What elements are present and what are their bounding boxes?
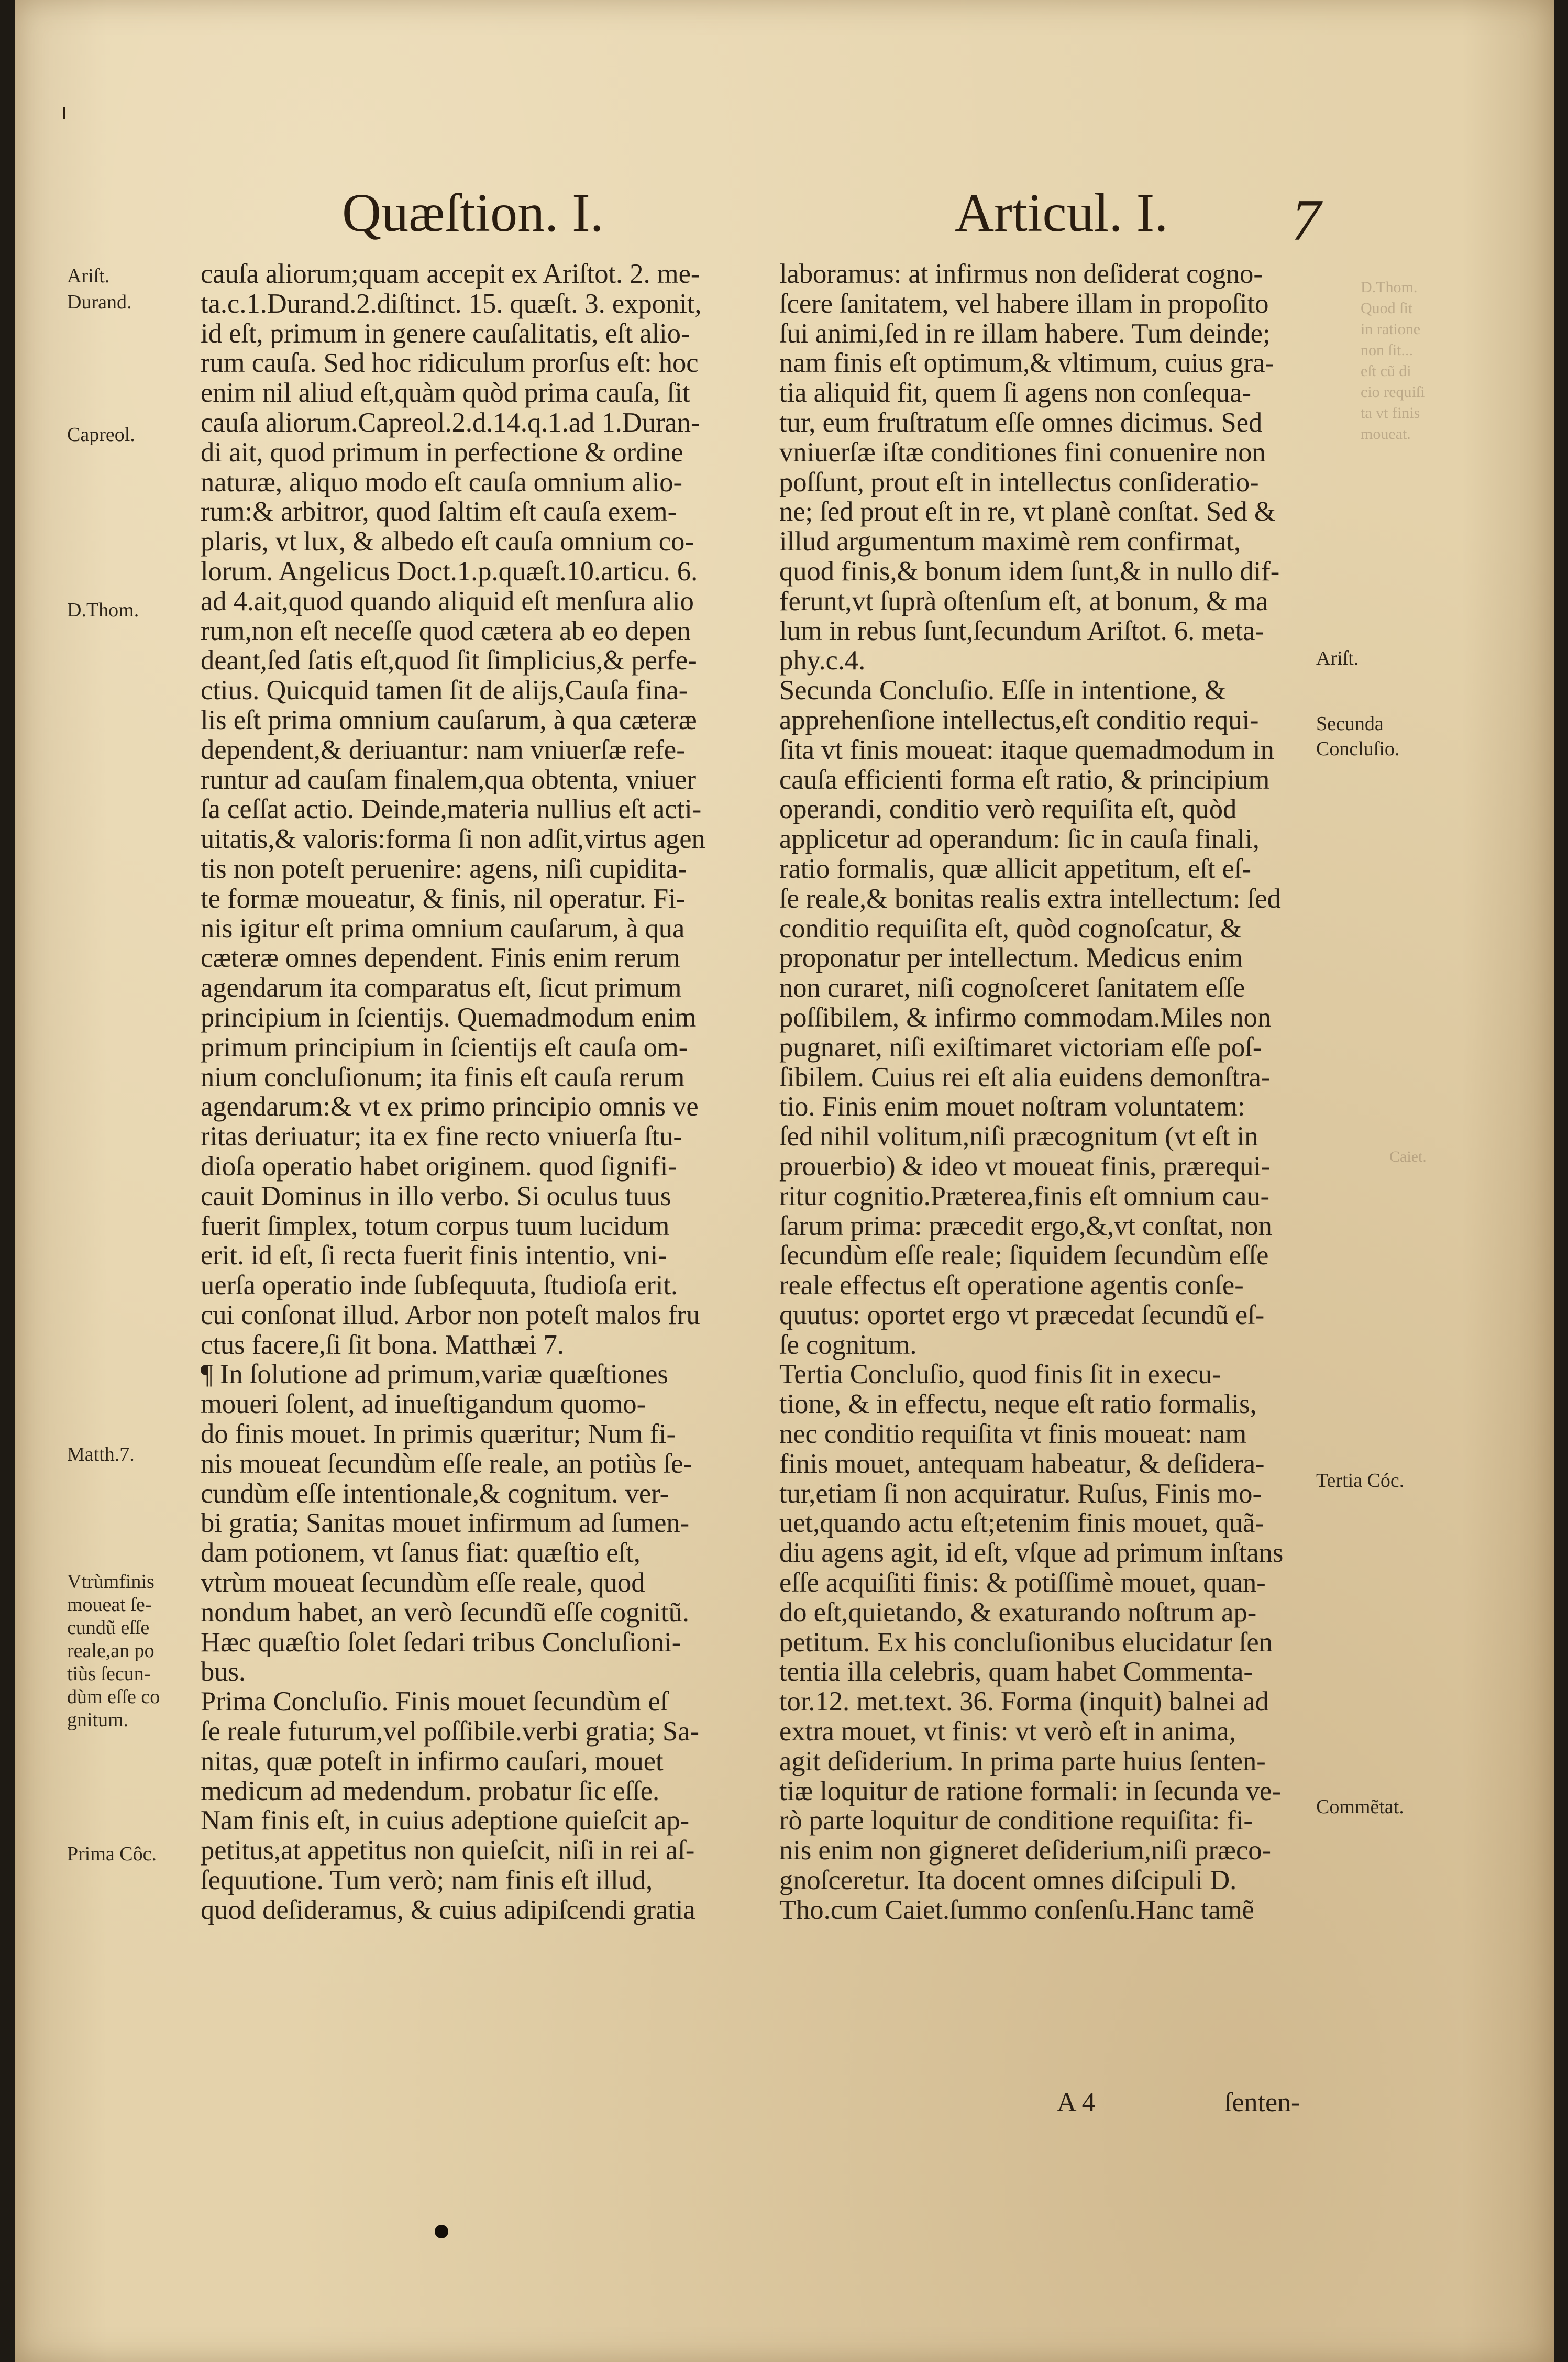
text-line: ne; ſed prout eſt in re, vt planè conſtat. Sed & bbox=[779, 497, 1276, 527]
text-line: cauſa aliorum.Capreol.2.d.14.q.1.ad 1.Duran- bbox=[201, 407, 700, 438]
text-line: ctius. Quicquid tamen ſit de alijs,Cauſa fina- bbox=[201, 676, 688, 705]
text-line: ſe cognitum. bbox=[779, 1330, 917, 1360]
text-line: reale effectus eſt operatione agentis conſe- bbox=[779, 1271, 1244, 1300]
margin-note-arist: Ariſt. bbox=[67, 265, 110, 287]
text-line: ſecundùm eſſe reale; ſiquidem ſecundùm eſſe bbox=[779, 1241, 1269, 1271]
running-head-right: Articul. I. bbox=[955, 183, 1168, 243]
show-through-line: D.Thom. bbox=[1361, 279, 1418, 296]
text-line: laboramus: at infirmus non deſiderat cogno- bbox=[779, 259, 1263, 289]
text-line: dioſa operatio habet originem. quod ſignifi- bbox=[201, 1151, 677, 1182]
margin-note-tertia: Tertia Cóc. bbox=[1316, 1470, 1405, 1492]
text-line: Hæc quæſtio ſolet ſedari tribus Concluſioni- bbox=[201, 1627, 681, 1658]
text-line: ad 4.ait,quod quando aliquid eſt menſura alio bbox=[201, 586, 694, 616]
text-line: nec conditio requiſita vt finis moueat: nam bbox=[779, 1419, 1247, 1449]
text-line: ſarum prima: præcedit ergo,&,vt conſtat, non bbox=[779, 1211, 1272, 1241]
text-line: ſcere ſanitatem, vel habere illam in propoſito bbox=[779, 289, 1269, 319]
margin-note-vtrumfinis-2: moueat ſe- bbox=[67, 1594, 152, 1616]
text-line: fuerit ſimplex, totum corpus tuum lucidum bbox=[201, 1211, 670, 1241]
margin-note-dthom: D.Thom. bbox=[67, 599, 139, 621]
text-line: nitas, quæ poteſt in infirmo cauſari, mouet bbox=[201, 1746, 664, 1776]
text-line: tiæ loquitur de ratione formali: in ſecunda ve- bbox=[779, 1776, 1281, 1806]
margin-note-vtrumfinis-3: cundũ eſſe bbox=[67, 1617, 150, 1639]
text-line: nis moueat ſecundùm eſſe reale, an potiùs ſe- bbox=[201, 1449, 692, 1479]
text-line: eſſe acquiſiti finis: & potiſſimè mouet, quan- bbox=[779, 1568, 1266, 1598]
text-line: illud argumentum maximè rem confirmat, bbox=[779, 527, 1241, 557]
text-line: te formæ moueatur, & finis, nil operatur. Fi- bbox=[201, 884, 686, 914]
text-line: primum principium in ſcientijs eſt cauſa om- bbox=[201, 1032, 688, 1063]
text-line: nam finis eſt optimum,& vltimum, cuius gra- bbox=[779, 348, 1274, 379]
text-line: rum,non eſt neceſſe quod cætera ab eo depen bbox=[201, 616, 691, 646]
text-line: vniuerſæ iſtæ conditiones fini conuenire non bbox=[779, 437, 1266, 468]
text-line: ſibilem. Cuius rei eſt alia euidens demonſtra- bbox=[779, 1062, 1271, 1092]
show-through-line: eſt cũ di bbox=[1361, 362, 1411, 380]
text-line: diu agens agit, id eſt, vſque ad primum inſtans bbox=[779, 1538, 1284, 1569]
text-line: deant,ſed ſatis eſt,quod ſit ſimplicius,& perfe- bbox=[201, 646, 697, 676]
text-line: id eſt, primum in genere cauſalitatis, eſt alio- bbox=[201, 318, 690, 349]
text-line: petitum. Ex his concluſionibus elucidatur ſen bbox=[779, 1627, 1273, 1658]
margin-note-vtrumfinis-4: reale,an po bbox=[67, 1640, 154, 1662]
text-line: tur,etiam ſi non acquiratur. Ruſus, Finis mo- bbox=[779, 1478, 1262, 1509]
text-line: lorum. Angelicus Doct.1.p.quæſt.10.articu. 6. bbox=[201, 556, 698, 587]
text-line: quod deſideramus, & cuius adipiſcendi gratia bbox=[201, 1895, 695, 1925]
text-line: ferunt,vt ſuprà oſtenſum eſt, at bonum, & ma bbox=[779, 586, 1268, 616]
text-line: rum:& arbitror, quod ſaltim eſt cauſa exem- bbox=[201, 497, 677, 527]
text-line: ſita vt finis moueat: itaque quemadmodum in bbox=[779, 735, 1274, 765]
text-line: quutus: oportet ergo vt præcedat ſecundũ eſ- bbox=[779, 1300, 1265, 1330]
text-line: operandi, conditio verò requiſita eſt, quòd bbox=[779, 794, 1237, 825]
text-line: ſa ceſſat actio. Deinde,materia nullius eſt acti- bbox=[201, 794, 702, 825]
text-line: tentia illa celebris, quam habet Commenta- bbox=[779, 1657, 1253, 1687]
margin-note-arist-right: Ariſt. bbox=[1316, 647, 1359, 669]
catchword: ſenten- bbox=[1224, 2088, 1300, 2117]
text-line: Nam finis eſt, in cuius adeptione quieſcit ap- bbox=[201, 1806, 690, 1836]
text-line: cæteræ omnes dependent. Finis enim rerum bbox=[201, 943, 680, 974]
text-line: ſequutione. Tum verò; nam finis eſt illud, bbox=[201, 1866, 653, 1895]
text-line: do eſt,quietando, & exaturando noſtrum ap- bbox=[779, 1597, 1257, 1628]
text-line: ritas deriuatur; ita ex fine recto vniuerſa ſtu- bbox=[201, 1122, 682, 1152]
text-line: poſſunt, prout eſt in intellectus conſideratio- bbox=[779, 467, 1259, 498]
folio-number: 7 bbox=[1291, 188, 1321, 253]
text-line: di ait, quod primum in perfectione & ordine bbox=[201, 437, 683, 468]
text-line: ſed nihil volitum,niſi præcognitum (vt eſt in bbox=[779, 1122, 1258, 1152]
text-line: poſſibilem, & infirmo commodam.Miles non bbox=[779, 1002, 1272, 1033]
text-line: ritur cognitio.Præterea,finis eſt omnium cau- bbox=[779, 1181, 1270, 1211]
text-line: medicum ad medendum. probatur ſic eſſe. bbox=[201, 1776, 660, 1806]
text-line: ¶ In ſolutione ad primum,variæ quæſtiones bbox=[201, 1360, 668, 1390]
text-line: enim nil aliud eſt,quàm quòd prima cauſa, ſit bbox=[201, 378, 690, 408]
show-through-line: cio requiſi bbox=[1361, 383, 1425, 401]
text-line: uet,quando actu eſt;etenim finis mouet, quã- bbox=[779, 1508, 1264, 1539]
text-line: bi gratia; Sanitas mouet infirmum ad ſumen- bbox=[201, 1508, 690, 1539]
text-line: ratio formalis, quæ allicit appetitum, eſt eſ- bbox=[779, 854, 1252, 884]
text-line: runtur ad cauſam finalem,qua obtenta, vniuer bbox=[201, 765, 697, 795]
text-line: nium concluſionum; ita finis eſt cauſa rerum bbox=[201, 1062, 685, 1092]
text-line: tione, & in effectu, neque eſt ratio formalis, bbox=[779, 1389, 1257, 1420]
margin-note-prima-conc: Prima Côc. bbox=[67, 1843, 157, 1865]
text-line: agit deſiderium. In prima parte huius ſenten- bbox=[779, 1746, 1266, 1776]
text-line: prouerbio) & ideo vt moueat finis, prærequi- bbox=[779, 1151, 1271, 1182]
text-line: Tho.cum Caiet.ſummo conſenſu.Hanc tamẽ bbox=[779, 1895, 1254, 1925]
text-line: lum in rebus ſunt,ſecundum Ariſtot. 6. meta- bbox=[779, 616, 1264, 646]
text-line: proponatur per intellectum. Medicus enim bbox=[779, 943, 1243, 974]
margin-note-vtrumfinis-5: tiùs ſecun- bbox=[67, 1663, 151, 1685]
text-line: ctus facere,ſi ſit bona. Matthæi 7. bbox=[201, 1330, 564, 1360]
signature-mark: A 4 bbox=[1057, 2088, 1096, 2117]
manuscript-page bbox=[15, 0, 1554, 2362]
margin-note-vtrumfinis-1: Vtrùmfinis bbox=[67, 1571, 154, 1593]
text-line: Secunda Concluſio. Eſſe in intentione, & bbox=[779, 676, 1226, 705]
text-line: lis eſt prima omnium cauſarum, à qua cæteræ bbox=[201, 705, 697, 735]
text-line: cundùm eſſe intentionale,& cognitum. ver- bbox=[201, 1478, 669, 1509]
show-through-line: in ratione bbox=[1361, 321, 1421, 338]
text-line: applicetur ad operandum: ſic in cauſa finali, bbox=[779, 824, 1260, 854]
text-line: extra mouet, vt finis: vt verò eſt in anima, bbox=[779, 1717, 1236, 1747]
text-line: nis enim non gigneret deſiderium,niſi præco- bbox=[779, 1836, 1271, 1866]
show-through-line: non ſit... bbox=[1361, 341, 1414, 359]
text-line: pugnaret, niſi exiſtimaret victoriam eſſe poſ- bbox=[779, 1032, 1262, 1063]
running-head-left: Quæſtion. I. bbox=[342, 183, 604, 243]
text-line: principium in ſcientijs. Quemadmodum enim bbox=[201, 1002, 697, 1033]
text-line: ſe reale,& bonitas realis extra intellectum: ſed bbox=[779, 884, 1281, 914]
text-line: phy.c.4. bbox=[779, 646, 866, 676]
show-through-line: Quod ſit bbox=[1361, 300, 1413, 317]
margin-note-durand: Durand. bbox=[67, 291, 132, 313]
margin-note-vtrumfinis-6: dùm eſſe co bbox=[67, 1686, 160, 1708]
text-line: Prima Concluſio. Finis mouet ſecundùm eſ bbox=[201, 1687, 668, 1717]
margin-note-conclusio: Concluſio. bbox=[1316, 738, 1400, 760]
text-line: apprehenſione intellectus,eſt conditio requi- bbox=[779, 705, 1259, 735]
text-line: uitatis,& valoris:forma ſi non adſit,virtus agen bbox=[201, 824, 705, 854]
text-line: rò parte loquitur de conditione requiſita: fi- bbox=[779, 1806, 1253, 1836]
text-line: Tertia Concluſio, quod finis ſit in execu- bbox=[779, 1360, 1221, 1390]
text-line: vtrùm moueat ſecundùm eſſe reale, quod bbox=[201, 1568, 645, 1598]
ink-dot bbox=[435, 2225, 448, 2238]
text-line: ſui animi,ſed in re illam habere. Tum deinde; bbox=[779, 318, 1271, 349]
text-line: tis non poteſt peruenire: agens, niſi cupidita- bbox=[201, 854, 687, 884]
text-line: agendarum ita comparatus eſt, ſicut primum bbox=[201, 973, 682, 1003]
margin-note-matth: Matth.7. bbox=[67, 1443, 135, 1465]
show-through-line: ta vt finis bbox=[1361, 404, 1420, 422]
text-line: tor.12. met.text. 36. Forma (inquit) balnei ad bbox=[779, 1687, 1269, 1717]
margin-note-secunda: Secunda bbox=[1316, 713, 1384, 735]
right-text-column bbox=[779, 259, 1329, 1925]
text-line: nondum habet, an verò ſecundũ eſſe cognitũ. bbox=[201, 1597, 690, 1628]
text-line: finis mouet, antequam habeatur, & deſidera- bbox=[779, 1449, 1265, 1479]
margin-note-capreol: Capreol. bbox=[67, 424, 135, 446]
text-line: ſe reale futurum,vel poſſibile.verbi gratia; Sa- bbox=[201, 1717, 699, 1747]
text-line: quod finis,& bonum idem ſunt,& in nullo dif- bbox=[779, 556, 1280, 587]
text-line: non curaret, niſi cognoſceret ſanitatem eſſe bbox=[779, 973, 1245, 1003]
text-line: bus. bbox=[201, 1657, 246, 1687]
text-line: dam potionem, vt ſanus fiat: quæſtio eſt, bbox=[201, 1538, 641, 1569]
show-through-line: Caiet. bbox=[1389, 1148, 1427, 1165]
text-line: tia aliquid fit, quem ſi agens non conſequa- bbox=[779, 378, 1252, 408]
left-text-column bbox=[201, 259, 740, 1925]
edge-mark bbox=[63, 107, 65, 119]
text-line: petitus,at appetitus non quieſcit, niſi in rei aſ- bbox=[201, 1836, 695, 1866]
margin-note-vtrumfinis-7: gnitum. bbox=[67, 1709, 129, 1731]
text-line: cui conſonat illud. Arbor non poteſt malos fru bbox=[201, 1300, 700, 1330]
text-line: moueri ſolent, ad inueſtigandum quomo- bbox=[201, 1389, 646, 1420]
text-line: ta.c.1.Durand.2.diſtinct. 15. quæſt. 3. exponit, bbox=[201, 289, 702, 319]
text-line: conditio requiſita eſt, quòd cognoſcatur, & bbox=[779, 913, 1242, 944]
show-through-line: moueat. bbox=[1361, 425, 1411, 443]
text-line: erit. id eſt, ſi recta fuerit finis intentio, vni- bbox=[201, 1241, 667, 1271]
text-line: nis igitur eſt prima omnium cauſarum, à qua bbox=[201, 913, 685, 944]
text-line: dependent,& deriuantur: nam vniuerſæ refe- bbox=[201, 735, 686, 765]
text-line: cauſa efficienti forma eſt ratio, & principium bbox=[779, 765, 1270, 795]
text-line: cauſa aliorum;quam accepit ex Ariſtot. 2. me- bbox=[201, 259, 700, 289]
text-line: naturæ, aliquo modo eſt cauſa omnium alio- bbox=[201, 467, 683, 498]
text-line: rum cauſa. Sed hoc ridiculum prorſus eſt: hoc bbox=[201, 348, 699, 379]
text-line: do finis mouet. In primis quæritur; Num fi- bbox=[201, 1419, 676, 1449]
text-line: tur, eum fruſtratum eſſe omnes dicimus. Sed bbox=[779, 407, 1263, 438]
text-line: gnoſceretur. Ita docent omnes diſcipuli D. bbox=[779, 1866, 1237, 1895]
text-line: plaris, vt lux, & albedo eſt cauſa omnium co- bbox=[201, 527, 694, 557]
text-line: uerſa operatio inde ſubſequuta, ſtudioſa erit. bbox=[201, 1271, 678, 1300]
text-line: tio. Finis enim mouet noſtram voluntatem: bbox=[779, 1092, 1245, 1122]
text-line: agendarum:& vt ex primo principio omnis ve bbox=[201, 1092, 699, 1122]
margin-note-commentat: Commẽtat. bbox=[1316, 1796, 1404, 1818]
text-line: cauit Dominus in illo verbo. Si oculus tuus bbox=[201, 1181, 671, 1211]
